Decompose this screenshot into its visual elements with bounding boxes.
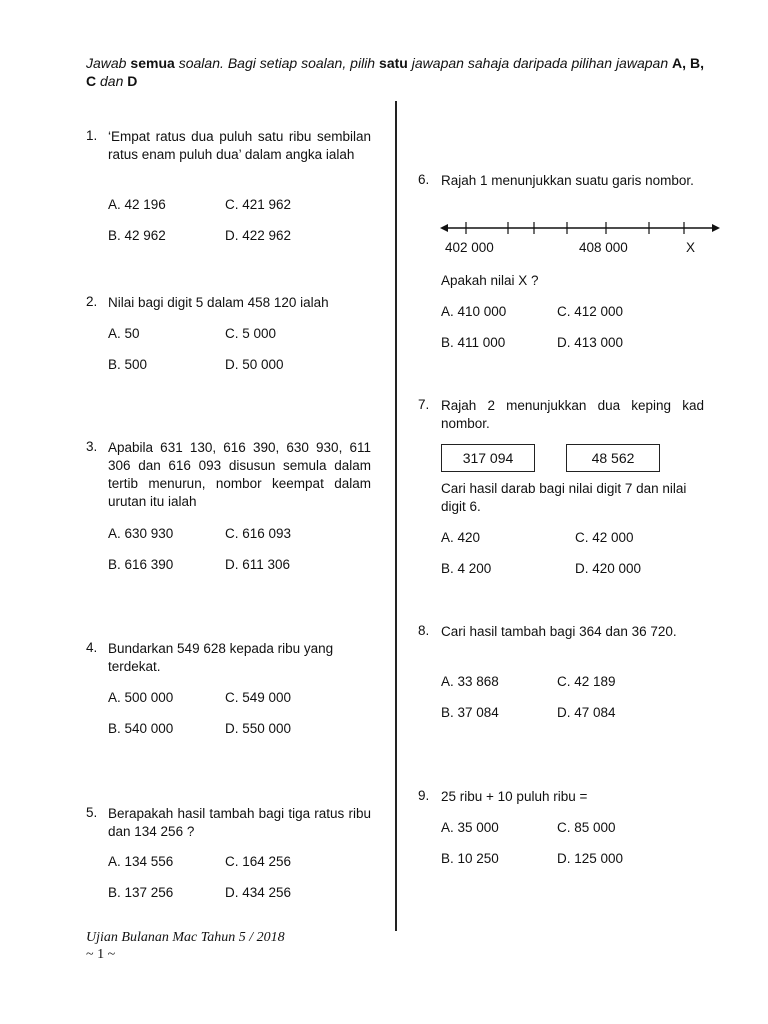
- option-c[interactable]: C. 42 189: [557, 674, 616, 689]
- question-number: 9.: [418, 788, 430, 803]
- column-divider: [395, 101, 397, 931]
- number-line-label-x: X: [686, 240, 696, 255]
- number-line-label: 408 000: [579, 240, 628, 255]
- question-number: 6.: [418, 172, 430, 187]
- question-number: 1.: [86, 128, 98, 143]
- option-c[interactable]: C. 164 256: [225, 854, 292, 869]
- instr-text: dan: [96, 73, 128, 89]
- option-a[interactable]: A. 420: [441, 530, 481, 545]
- option-c[interactable]: C. 412 000: [557, 304, 624, 319]
- option-b[interactable]: B. 540 000: [108, 721, 174, 736]
- option-d[interactable]: D. 434 256: [225, 885, 292, 900]
- option-b[interactable]: B. 616 390: [108, 557, 174, 572]
- question-number: 8.: [418, 623, 430, 638]
- option-b[interactable]: B. 37 084: [441, 705, 499, 720]
- question-text: Nilai bagi digit 5 dalam 458 120 ialah: [108, 295, 329, 310]
- option-b[interactable]: B. 10 250: [441, 851, 499, 866]
- question-text: Apabila 631 130, 616 390, 630 930, 611 306 dan 616 093 disusun semula dalam tertib menurun, nombor keempat dalam urutan itu ialah: [108, 440, 371, 509]
- question-text: ‘Empat ratus dua puluh satu ribu sembilan ratus enam puluh dua’ dalam angka ialah: [108, 129, 371, 162]
- option-c[interactable]: C. 5 000: [225, 326, 277, 341]
- option-a[interactable]: A. 35 000: [441, 820, 499, 835]
- instr-text: jawapan sahaja daripada pilihan jawapan: [407, 55, 673, 71]
- question-number: 4.: [86, 640, 98, 655]
- option-a[interactable]: A. 410 000: [441, 304, 507, 319]
- number-card: 317 094: [441, 444, 535, 472]
- option-d[interactable]: D. 422 962: [225, 228, 292, 243]
- option-a[interactable]: A. 500 000: [108, 690, 174, 705]
- question-prompt: Cari hasil darab bagi nilai digit 7 dan nilai digit 6.: [441, 481, 687, 514]
- option-c[interactable]: C. 42 000: [575, 530, 634, 545]
- option-b[interactable]: B. 4 200: [441, 561, 492, 576]
- question-prompt: Apakah nilai X ?: [441, 273, 539, 288]
- option-b[interactable]: B. 42 962: [108, 228, 166, 243]
- instr-text: Jawab: [86, 55, 131, 71]
- option-b[interactable]: B. 500: [108, 357, 148, 372]
- question-number: 3.: [86, 439, 98, 454]
- question-number: 5.: [86, 805, 98, 820]
- question-number: 7.: [418, 397, 430, 412]
- option-b[interactable]: B. 137 256: [108, 885, 174, 900]
- option-b[interactable]: B. 411 000: [441, 335, 506, 350]
- option-d[interactable]: D. 413 000: [557, 335, 624, 350]
- option-a[interactable]: A. 33 868: [441, 674, 499, 689]
- option-a[interactable]: A. 42 196: [108, 197, 166, 212]
- option-a[interactable]: A. 134 556: [108, 854, 174, 869]
- option-c[interactable]: C. 421 962: [225, 197, 292, 212]
- option-a[interactable]: A. 630 930: [108, 526, 174, 541]
- question-number: 2.: [86, 294, 98, 309]
- question-text: Berapakah hasil tambah bagi tiga ratus ribu dan 134 256 ?: [108, 806, 371, 839]
- option-c[interactable]: C. 85 000: [557, 820, 616, 835]
- option-c[interactable]: C. 616 093: [225, 526, 292, 541]
- question-text: Rajah 2 menunjukkan dua keping kad nombor.: [441, 398, 704, 431]
- question-text: Bundarkan 549 628 kepada ribu yang terdekat.: [108, 641, 334, 674]
- option-d[interactable]: D. 550 000: [225, 721, 292, 736]
- instr-bold: semua: [130, 55, 175, 71]
- option-d[interactable]: D. 47 084: [557, 705, 616, 720]
- instr-bold: A, B, C: [86, 55, 704, 89]
- option-d[interactable]: D. 50 000: [225, 357, 284, 372]
- question-text: Cari hasil tambah bagi 364 dan 36 720.: [441, 624, 677, 639]
- option-a[interactable]: A. 50: [108, 326, 140, 341]
- number-line: [436, 218, 726, 242]
- question-text: Rajah 1 menunjukkan suatu garis nombor.: [441, 173, 694, 188]
- option-d[interactable]: D. 125 000: [557, 851, 624, 866]
- option-d[interactable]: D. 611 306: [225, 557, 291, 572]
- number-line-label: 402 000: [445, 240, 494, 255]
- page-number: ~ 1 ~: [86, 947, 116, 962]
- option-d[interactable]: D. 420 000: [575, 561, 642, 576]
- instr-bold: satu: [379, 55, 408, 71]
- footer-title: Ujian Bulanan Mac Tahun 5 / 2018: [86, 930, 285, 945]
- instr-bold: D: [127, 73, 138, 89]
- number-card: 48 562: [566, 444, 660, 472]
- instructions: [86, 54, 704, 90]
- instr-text: soalan. Bagi setiap soalan, pilih: [174, 55, 380, 71]
- question-text: 25 ribu + 10 puluh ribu =: [441, 789, 588, 804]
- option-c[interactable]: C. 549 000: [225, 690, 292, 705]
